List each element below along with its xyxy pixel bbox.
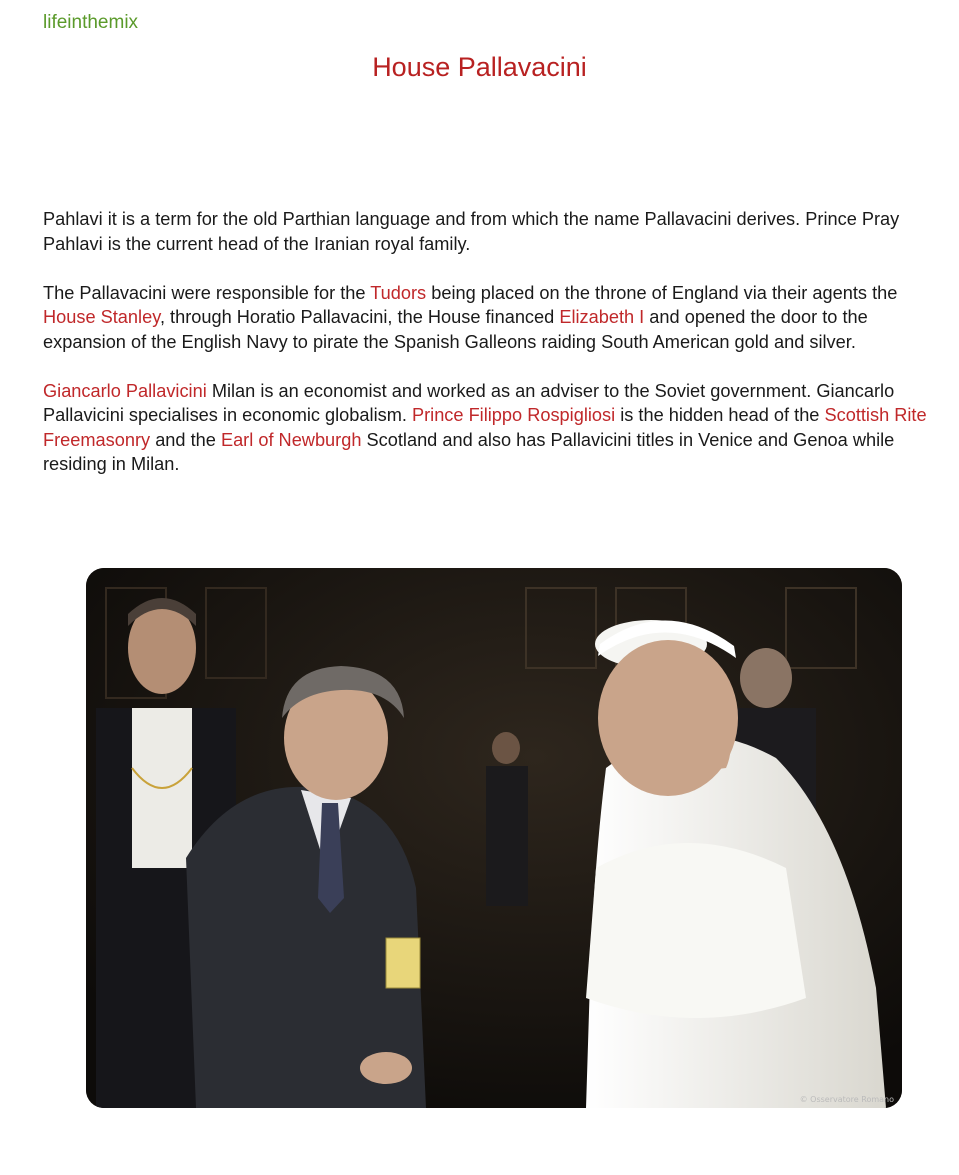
article-body bbox=[43, 207, 943, 501]
link-giancarlo-pallavicini[interactable]: Giancarlo Pallavicini bbox=[43, 380, 207, 401]
background-person-body bbox=[486, 766, 528, 906]
photo-illustration bbox=[86, 568, 902, 1108]
paragraph-1-text: Pahlavi it is a term for the old Parthian language and from which the name Pallavacini derives. Prince Pray Pahlavi is the current head of the Iranian royal family. bbox=[43, 209, 900, 254]
link-earl-of-newburgh[interactable]: Earl of Newburgh bbox=[220, 429, 362, 450]
site-name-link[interactable]: lifeinthemix bbox=[43, 12, 139, 33]
link-scottish-rite-freemasonry[interactable]: Scottish Rite Freemasonry bbox=[43, 405, 927, 450]
background-person-head bbox=[492, 732, 520, 764]
link-prince-filippo-rospigliosi[interactable]: Prince Filippo Rospigliosi bbox=[411, 405, 616, 425]
page-title: House Pallavacini bbox=[372, 52, 587, 82]
paragraph-1 bbox=[43, 207, 943, 256]
background-person-head bbox=[740, 648, 792, 708]
paragraph-3-text: Scotland and also has Pallavicini titles in Venice and Genoa while residing in Milan. bbox=[43, 429, 895, 474]
link-elizabeth-i[interactable]: Elizabeth I bbox=[559, 307, 645, 327]
photo-credit: © Osservatore Romano bbox=[799, 1095, 894, 1104]
paragraph-3-text: is the hidden head of the bbox=[615, 405, 825, 425]
paragraph-3-text: Milan is an economist and worked as an adviser to the Soviet government. Giancarlo Pallavicini specialises in economic globalism. bbox=[43, 380, 895, 425]
paragraph-2-text: The Pallavacini were responsible for the bbox=[43, 282, 371, 303]
link-house-stanley[interactable]: House Stanley bbox=[43, 307, 160, 327]
paragraph-2-text: , through Horatio Pallavacini, the House financed bbox=[159, 307, 560, 327]
link-tudors[interactable]: Tudors bbox=[370, 282, 427, 303]
paragraph-3 bbox=[43, 379, 943, 477]
paragraph-2-text: and opened the door to the expansion of the English Navy to pirate the Spanish Galleons raiding South American gold and silver. bbox=[43, 307, 868, 352]
white-robe-figure-head bbox=[598, 640, 738, 796]
paragraph-2 bbox=[43, 281, 943, 355]
paragraph-3-text: and the bbox=[150, 429, 221, 450]
handshake-hands bbox=[360, 1052, 412, 1084]
paragraph-2-text: being placed on the throne of England via their agents the bbox=[426, 282, 898, 303]
suit-man-badge bbox=[386, 938, 420, 988]
article-photo bbox=[86, 568, 902, 1108]
white-cape bbox=[586, 843, 806, 1018]
